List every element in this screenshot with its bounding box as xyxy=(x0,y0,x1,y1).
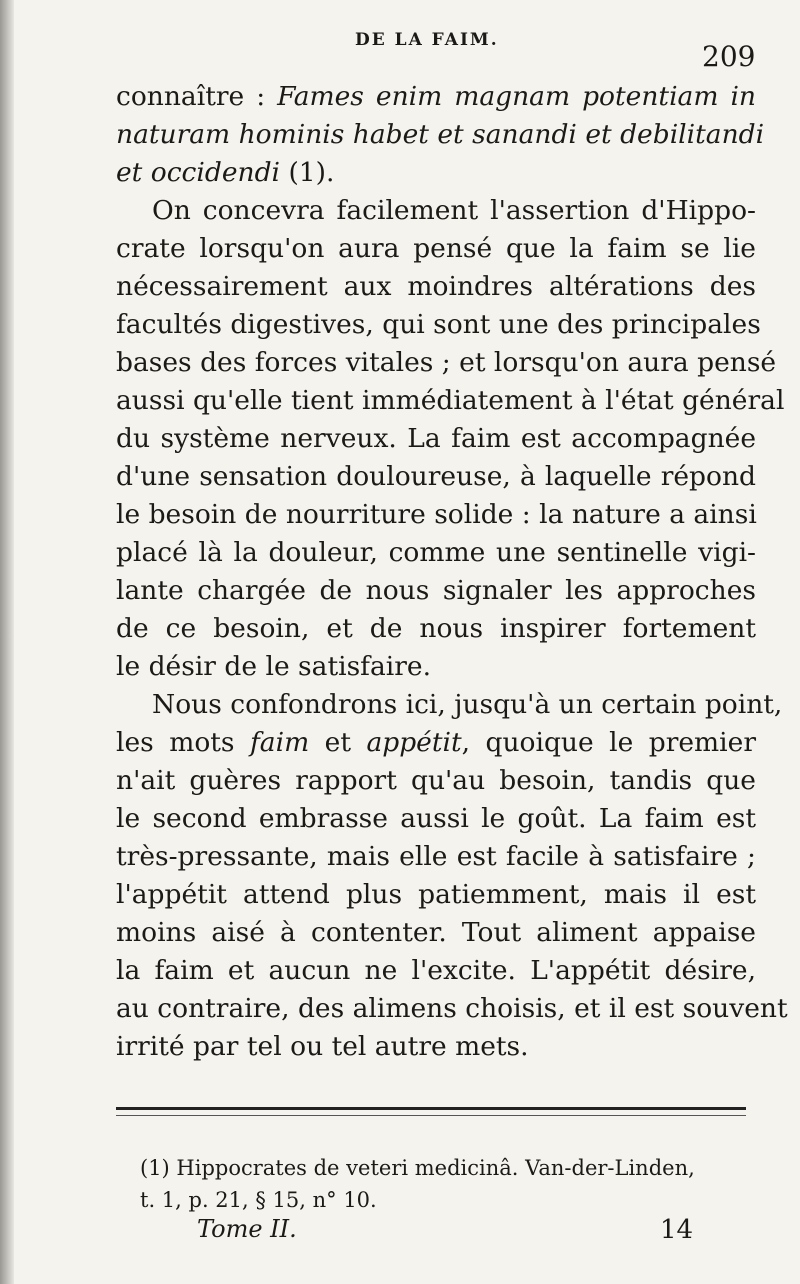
footnote-line: (1) Hippocrates de veteri medicinâ. Van-der-Linden, xyxy=(140,1156,695,1180)
text-line: d'une sensation douloureuse, à laquelle répond xyxy=(116,461,756,492)
latin-quote: Fames enim magnam potentiam in xyxy=(277,81,756,112)
footnote-line: t. 1, p. 21, § 15, n° 10. xyxy=(140,1188,377,1212)
text-line: bases des forces vitales ; et lorsqu'on aura pensé xyxy=(116,347,777,378)
text-line: moins aisé à contenter. Tout aliment appaise xyxy=(116,917,756,948)
text-line: du système nerveux. La faim est accompagnée xyxy=(116,423,756,454)
footnote-rule xyxy=(116,1107,746,1110)
text-line: aussi qu'elle tient immédiatement à l'état général xyxy=(116,385,785,416)
line-start-text: connaître : xyxy=(116,81,278,112)
text-line: les mots faim et appétit, quoique le premier xyxy=(116,727,757,758)
italic-word: faim xyxy=(250,727,310,758)
text-line: nécessairement aux moindres altérations des xyxy=(116,271,756,302)
signature-mark: 14 xyxy=(660,1215,694,1245)
text-line: n'ait guères rapport qu'au besoin, tandis que xyxy=(116,765,756,796)
text-line: l'appétit attend plus patiemment, mais il est xyxy=(116,879,756,910)
page-number: 209 xyxy=(702,40,756,73)
text-line: lante chargée de nous signaler les approches xyxy=(116,575,756,606)
text-line: irrité par tel ou tel autre mets. xyxy=(116,1031,529,1062)
text-line: au contraire, des alimens choisis, et il est souvent xyxy=(116,993,788,1024)
text-line: le désir de le satisfaire. xyxy=(116,651,432,682)
text-line: le second embrasse aussi le goût. La faim est xyxy=(116,803,756,834)
text-line: naturam hominis habet et sanandi et debilitandi xyxy=(116,119,765,150)
text-line: On concevra facilement l'assertion d'Hippo- xyxy=(152,195,756,226)
page-edge-shadow xyxy=(0,0,14,1284)
text-line: placé là la douleur, comme une sentinelle vigi- xyxy=(116,537,756,568)
text-line: la faim et aucun ne l'excite. L'appétit désire, xyxy=(116,955,756,986)
text-line: crate lorsqu'on aura pensé que la faim se lie xyxy=(116,233,756,264)
text-line: de ce besoin, et de nous inspirer fortement xyxy=(116,613,756,644)
running-head: DE LA FAIM. xyxy=(355,30,499,50)
text-line: Nous confondrons ici, jusqu'à un certain point, xyxy=(152,689,783,720)
text-line xyxy=(116,78,756,116)
latin-quote: et occidendi xyxy=(116,157,281,188)
text-line: le besoin de nourriture solide : la nature a ainsi xyxy=(116,499,757,530)
footnote xyxy=(140,1152,780,1216)
footnote-rule-thin xyxy=(116,1115,746,1116)
signature-tome: Tome II. xyxy=(197,1215,297,1243)
text-line: très-pressante, mais elle est facile à satisfaire ; xyxy=(116,841,756,872)
text-line: et occidendi (1). xyxy=(116,157,335,188)
italic-word: appétit xyxy=(366,727,462,758)
body-text xyxy=(116,78,788,1066)
text-line: facultés digestives, qui sont une des principales xyxy=(116,309,761,340)
